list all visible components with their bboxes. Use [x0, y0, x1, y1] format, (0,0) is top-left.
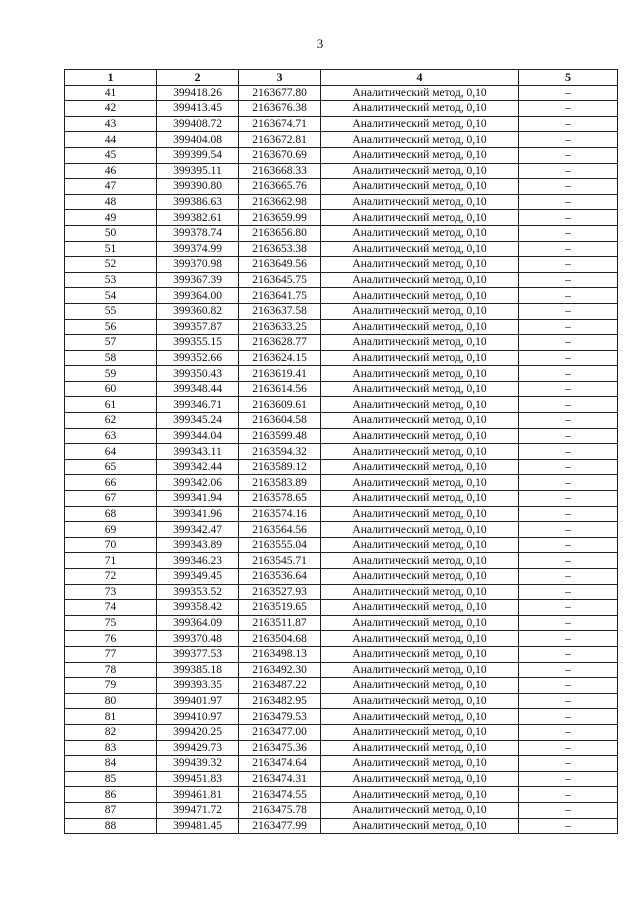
- y-coordinate-cell: 2163659.99: [239, 210, 321, 226]
- x-coordinate-cell: 399357.87: [157, 319, 239, 335]
- y-coordinate-cell: 2163609.61: [239, 397, 321, 413]
- y-coordinate-cell: 2163504.68: [239, 631, 321, 647]
- point-number-cell: 82: [65, 724, 157, 740]
- y-coordinate-cell: 2163628.77: [239, 335, 321, 351]
- point-number-cell: 77: [65, 646, 157, 662]
- method-cell: Аналитический метод, 0,10: [321, 194, 519, 210]
- y-coordinate-cell: 2163662.98: [239, 194, 321, 210]
- table-row: [65, 428, 618, 444]
- description-cell: –: [519, 288, 618, 304]
- y-coordinate-cell: 2163477.00: [239, 724, 321, 740]
- method-cell: Аналитический метод, 0,10: [321, 818, 519, 834]
- description-cell: –: [519, 319, 618, 335]
- description-cell: –: [519, 101, 618, 117]
- method-cell: Аналитический метод, 0,10: [321, 288, 519, 304]
- table-row: [65, 615, 618, 631]
- table-row: [65, 693, 618, 709]
- y-coordinate-cell: 2163614.56: [239, 381, 321, 397]
- y-coordinate-cell: 2163511.87: [239, 615, 321, 631]
- method-cell: Аналитический метод, 0,10: [321, 272, 519, 288]
- method-cell: Аналитический метод, 0,10: [321, 537, 519, 553]
- description-cell: –: [519, 381, 618, 397]
- point-number-cell: 52: [65, 257, 157, 273]
- description-cell: –: [519, 257, 618, 273]
- x-coordinate-cell: 399401.97: [157, 693, 239, 709]
- method-cell: Аналитический метод, 0,10: [321, 210, 519, 226]
- table-row: [65, 491, 618, 507]
- description-cell: –: [519, 600, 618, 616]
- method-cell: Аналитический метод, 0,10: [321, 522, 519, 538]
- description-cell: –: [519, 179, 618, 195]
- method-cell: Аналитический метод, 0,10: [321, 553, 519, 569]
- table-row: [65, 600, 618, 616]
- point-number-cell: 78: [65, 662, 157, 678]
- table-row: [65, 85, 618, 101]
- point-number-cell: 54: [65, 288, 157, 304]
- description-cell: –: [519, 506, 618, 522]
- method-cell: Аналитический метод, 0,10: [321, 397, 519, 413]
- table-body: [65, 85, 618, 834]
- x-coordinate-cell: 399355.15: [157, 335, 239, 351]
- y-coordinate-cell: 2163527.93: [239, 584, 321, 600]
- y-coordinate-cell: 2163604.58: [239, 413, 321, 429]
- y-coordinate-cell: 2163578.65: [239, 491, 321, 507]
- method-cell: Аналитический метод, 0,10: [321, 693, 519, 709]
- x-coordinate-cell: 399420.25: [157, 724, 239, 740]
- point-number-cell: 55: [65, 303, 157, 319]
- table-row: [65, 350, 618, 366]
- x-coordinate-cell: 399377.53: [157, 646, 239, 662]
- description-cell: –: [519, 397, 618, 413]
- method-cell: Аналитический метод, 0,10: [321, 506, 519, 522]
- table-row: [65, 475, 618, 491]
- description-cell: –: [519, 444, 618, 460]
- y-coordinate-cell: 2163474.55: [239, 787, 321, 803]
- x-coordinate-cell: 399451.83: [157, 771, 239, 787]
- method-cell: Аналитический метод, 0,10: [321, 740, 519, 756]
- method-cell: Аналитический метод, 0,10: [321, 116, 519, 132]
- table-row: [65, 444, 618, 460]
- x-coordinate-cell: 399461.81: [157, 787, 239, 803]
- method-cell: Аналитический метод, 0,10: [321, 225, 519, 241]
- point-number-cell: 64: [65, 444, 157, 460]
- y-coordinate-cell: 2163482.95: [239, 693, 321, 709]
- method-cell: Аналитический метод, 0,10: [321, 366, 519, 382]
- method-cell: Аналитический метод, 0,10: [321, 303, 519, 319]
- description-cell: –: [519, 631, 618, 647]
- y-coordinate-cell: 2163536.64: [239, 569, 321, 585]
- method-cell: Аналитический метод, 0,10: [321, 802, 519, 818]
- y-coordinate-cell: 2163633.25: [239, 319, 321, 335]
- point-number-cell: 51: [65, 241, 157, 257]
- table-row: [65, 756, 618, 772]
- y-coordinate-cell: 2163641.75: [239, 288, 321, 304]
- table-row: [65, 678, 618, 694]
- y-coordinate-cell: 2163475.36: [239, 740, 321, 756]
- y-coordinate-cell: 2163674.71: [239, 116, 321, 132]
- point-number-cell: 83: [65, 740, 157, 756]
- x-coordinate-cell: 399408.72: [157, 116, 239, 132]
- point-number-cell: 47: [65, 179, 157, 195]
- method-cell: Аналитический метод, 0,10: [321, 101, 519, 117]
- point-number-cell: 75: [65, 615, 157, 631]
- table-row: [65, 459, 618, 475]
- method-cell: Аналитический метод, 0,10: [321, 475, 519, 491]
- table-row: [65, 179, 618, 195]
- table-row: [65, 569, 618, 585]
- y-coordinate-cell: 2163665.76: [239, 179, 321, 195]
- point-number-cell: 60: [65, 381, 157, 397]
- y-coordinate-cell: 2163574.16: [239, 506, 321, 522]
- point-number-cell: 49: [65, 210, 157, 226]
- x-coordinate-cell: 399410.97: [157, 709, 239, 725]
- method-cell: Аналитический метод, 0,10: [321, 771, 519, 787]
- point-number-cell: 79: [65, 678, 157, 694]
- point-number-cell: 43: [65, 116, 157, 132]
- description-cell: –: [519, 491, 618, 507]
- description-cell: –: [519, 241, 618, 257]
- point-number-cell: 61: [65, 397, 157, 413]
- point-number-cell: 53: [65, 272, 157, 288]
- x-coordinate-cell: 399342.44: [157, 459, 239, 475]
- description-cell: –: [519, 475, 618, 491]
- x-coordinate-cell: 399393.35: [157, 678, 239, 694]
- x-coordinate-cell: 399344.04: [157, 428, 239, 444]
- table-row: [65, 802, 618, 818]
- description-cell: –: [519, 709, 618, 725]
- table-row: [65, 132, 618, 148]
- y-coordinate-cell: 2163474.31: [239, 771, 321, 787]
- x-coordinate-cell: 399350.43: [157, 366, 239, 382]
- y-coordinate-cell: 2163645.75: [239, 272, 321, 288]
- method-cell: Аналитический метод, 0,10: [321, 241, 519, 257]
- point-number-cell: 68: [65, 506, 157, 522]
- x-coordinate-cell: 399341.96: [157, 506, 239, 522]
- description-cell: –: [519, 787, 618, 803]
- x-coordinate-cell: 399370.48: [157, 631, 239, 647]
- table-row: [65, 662, 618, 678]
- x-coordinate-cell: 399481.45: [157, 818, 239, 834]
- point-number-cell: 88: [65, 818, 157, 834]
- x-coordinate-cell: 399429.73: [157, 740, 239, 756]
- y-coordinate-cell: 2163594.32: [239, 444, 321, 460]
- y-coordinate-cell: 2163599.48: [239, 428, 321, 444]
- table-row: [65, 646, 618, 662]
- method-cell: Аналитический метод, 0,10: [321, 413, 519, 429]
- table-row: [65, 553, 618, 569]
- point-number-cell: 80: [65, 693, 157, 709]
- method-cell: Аналитический метод, 0,10: [321, 584, 519, 600]
- method-cell: Аналитический метод, 0,10: [321, 444, 519, 460]
- y-coordinate-cell: 2163474.64: [239, 756, 321, 772]
- description-cell: –: [519, 116, 618, 132]
- x-coordinate-cell: 399471.72: [157, 802, 239, 818]
- description-cell: –: [519, 147, 618, 163]
- x-coordinate-cell: 399382.61: [157, 210, 239, 226]
- y-coordinate-cell: 2163619.41: [239, 366, 321, 382]
- x-coordinate-cell: 399345.24: [157, 413, 239, 429]
- description-cell: –: [519, 537, 618, 553]
- x-coordinate-cell: 399352.66: [157, 350, 239, 366]
- y-coordinate-cell: 2163624.15: [239, 350, 321, 366]
- description-cell: –: [519, 194, 618, 210]
- table-row: [65, 771, 618, 787]
- y-coordinate-cell: 2163677.80: [239, 85, 321, 101]
- point-number-cell: 42: [65, 101, 157, 117]
- point-number-cell: 57: [65, 335, 157, 351]
- point-number-cell: 71: [65, 553, 157, 569]
- description-cell: –: [519, 272, 618, 288]
- point-number-cell: 46: [65, 163, 157, 179]
- method-cell: Аналитический метод, 0,10: [321, 615, 519, 631]
- table-row: [65, 537, 618, 553]
- y-coordinate-cell: 2163670.69: [239, 147, 321, 163]
- method-cell: Аналитический метод, 0,10: [321, 179, 519, 195]
- y-coordinate-cell: 2163653.38: [239, 241, 321, 257]
- point-number-cell: 85: [65, 771, 157, 787]
- method-cell: Аналитический метод, 0,10: [321, 350, 519, 366]
- method-cell: Аналитический метод, 0,10: [321, 381, 519, 397]
- x-coordinate-cell: 399399.54: [157, 147, 239, 163]
- description-cell: –: [519, 724, 618, 740]
- x-coordinate-cell: 399364.00: [157, 288, 239, 304]
- method-cell: Аналитический метод, 0,10: [321, 257, 519, 273]
- method-cell: Аналитический метод, 0,10: [321, 335, 519, 351]
- description-cell: –: [519, 413, 618, 429]
- point-number-cell: 86: [65, 787, 157, 803]
- x-coordinate-cell: 399439.32: [157, 756, 239, 772]
- description-cell: –: [519, 818, 618, 834]
- column-header-point-number: 1: [65, 70, 157, 86]
- method-cell: Аналитический метод, 0,10: [321, 163, 519, 179]
- description-cell: –: [519, 802, 618, 818]
- point-number-cell: 84: [65, 756, 157, 772]
- description-cell: –: [519, 756, 618, 772]
- x-coordinate-cell: 399343.11: [157, 444, 239, 460]
- point-number-cell: 74: [65, 600, 157, 616]
- table-row: [65, 257, 618, 273]
- table-row: [65, 740, 618, 756]
- point-number-cell: 69: [65, 522, 157, 538]
- y-coordinate-cell: 2163479.53: [239, 709, 321, 725]
- method-cell: Аналитический метод, 0,10: [321, 132, 519, 148]
- x-coordinate-cell: 399342.06: [157, 475, 239, 491]
- method-cell: Аналитический метод, 0,10: [321, 491, 519, 507]
- x-coordinate-cell: 399341.94: [157, 491, 239, 507]
- x-coordinate-cell: 399346.71: [157, 397, 239, 413]
- x-coordinate-cell: 399348.44: [157, 381, 239, 397]
- method-cell: Аналитический метод, 0,10: [321, 678, 519, 694]
- description-cell: –: [519, 740, 618, 756]
- point-number-cell: 67: [65, 491, 157, 507]
- table-row: [65, 631, 618, 647]
- point-number-cell: 72: [65, 569, 157, 585]
- x-coordinate-cell: 399349.45: [157, 569, 239, 585]
- table-row: [65, 319, 618, 335]
- description-cell: –: [519, 584, 618, 600]
- table-row: [65, 381, 618, 397]
- y-coordinate-cell: 2163564.56: [239, 522, 321, 538]
- description-cell: –: [519, 646, 618, 662]
- method-cell: Аналитический метод, 0,10: [321, 459, 519, 475]
- coordinates-table: [64, 69, 618, 834]
- description-cell: –: [519, 615, 618, 631]
- x-coordinate-cell: 399346.23: [157, 553, 239, 569]
- column-header-y-coordinate: 3: [239, 70, 321, 86]
- description-cell: –: [519, 132, 618, 148]
- y-coordinate-cell: 2163656.80: [239, 225, 321, 241]
- point-number-cell: 81: [65, 709, 157, 725]
- method-cell: Аналитический метод, 0,10: [321, 319, 519, 335]
- description-cell: –: [519, 210, 618, 226]
- method-cell: Аналитический метод, 0,10: [321, 787, 519, 803]
- table-row: [65, 101, 618, 117]
- x-coordinate-cell: 399390.80: [157, 179, 239, 195]
- point-number-cell: 70: [65, 537, 157, 553]
- description-cell: –: [519, 335, 618, 351]
- x-coordinate-cell: 399370.98: [157, 257, 239, 273]
- method-cell: Аналитический метод, 0,10: [321, 662, 519, 678]
- table-row: [65, 272, 618, 288]
- description-cell: –: [519, 522, 618, 538]
- table-row: [65, 366, 618, 382]
- y-coordinate-cell: 2163519.65: [239, 600, 321, 616]
- x-coordinate-cell: 399342.47: [157, 522, 239, 538]
- y-coordinate-cell: 2163589.12: [239, 459, 321, 475]
- point-number-cell: 66: [65, 475, 157, 491]
- method-cell: Аналитический метод, 0,10: [321, 646, 519, 662]
- method-cell: Аналитический метод, 0,10: [321, 600, 519, 616]
- x-coordinate-cell: 399395.11: [157, 163, 239, 179]
- y-coordinate-cell: 2163672.81: [239, 132, 321, 148]
- table-row: [65, 787, 618, 803]
- description-cell: –: [519, 459, 618, 475]
- y-coordinate-cell: 2163637.58: [239, 303, 321, 319]
- column-header-method: 4: [321, 70, 519, 86]
- y-coordinate-cell: 2163649.56: [239, 257, 321, 273]
- y-coordinate-cell: 2163545.71: [239, 553, 321, 569]
- y-coordinate-cell: 2163676.38: [239, 101, 321, 117]
- y-coordinate-cell: 2163498.13: [239, 646, 321, 662]
- description-cell: –: [519, 678, 618, 694]
- point-number-cell: 73: [65, 584, 157, 600]
- description-cell: –: [519, 303, 618, 319]
- x-coordinate-cell: 399367.39: [157, 272, 239, 288]
- method-cell: Аналитический метод, 0,10: [321, 631, 519, 647]
- page-number: 3: [316, 36, 324, 51]
- point-number-cell: 45: [65, 147, 157, 163]
- y-coordinate-cell: 2163477.99: [239, 818, 321, 834]
- table-row: [65, 724, 618, 740]
- method-cell: Аналитический метод, 0,10: [321, 428, 519, 444]
- column-header-x-coordinate: 2: [157, 70, 239, 86]
- point-number-cell: 48: [65, 194, 157, 210]
- table-row: [65, 163, 618, 179]
- method-cell: Аналитический метод, 0,10: [321, 85, 519, 101]
- point-number-cell: 62: [65, 413, 157, 429]
- x-coordinate-cell: 399374.99: [157, 241, 239, 257]
- point-number-cell: 59: [65, 366, 157, 382]
- table-row: [65, 241, 618, 257]
- description-cell: –: [519, 569, 618, 585]
- x-coordinate-cell: 399358.42: [157, 600, 239, 616]
- point-number-cell: 76: [65, 631, 157, 647]
- method-cell: Аналитический метод, 0,10: [321, 709, 519, 725]
- y-coordinate-cell: 2163583.89: [239, 475, 321, 491]
- point-number-cell: 63: [65, 428, 157, 444]
- point-number-cell: 65: [65, 459, 157, 475]
- point-number-cell: 56: [65, 319, 157, 335]
- y-coordinate-cell: 2163475.78: [239, 802, 321, 818]
- table-row: [65, 147, 618, 163]
- method-cell: Аналитический метод, 0,10: [321, 756, 519, 772]
- description-cell: –: [519, 428, 618, 444]
- x-coordinate-cell: 399343.89: [157, 537, 239, 553]
- description-cell: –: [519, 163, 618, 179]
- description-cell: –: [519, 366, 618, 382]
- x-coordinate-cell: 399385.18: [157, 662, 239, 678]
- table-row: [65, 194, 618, 210]
- point-number-cell: 44: [65, 132, 157, 148]
- table-row: [65, 210, 618, 226]
- table-row: [65, 335, 618, 351]
- x-coordinate-cell: 399418.26: [157, 85, 239, 101]
- point-number-cell: 50: [65, 225, 157, 241]
- table-row: [65, 818, 618, 834]
- point-number-cell: 87: [65, 802, 157, 818]
- description-cell: –: [519, 662, 618, 678]
- y-coordinate-cell: 2163487.22: [239, 678, 321, 694]
- y-coordinate-cell: 2163668.33: [239, 163, 321, 179]
- table-row: [65, 397, 618, 413]
- table-row: [65, 709, 618, 725]
- description-cell: –: [519, 771, 618, 787]
- table-row: [65, 303, 618, 319]
- x-coordinate-cell: 399413.45: [157, 101, 239, 117]
- description-cell: –: [519, 225, 618, 241]
- method-cell: Аналитический метод, 0,10: [321, 724, 519, 740]
- method-cell: Аналитический метод, 0,10: [321, 569, 519, 585]
- description-cell: –: [519, 85, 618, 101]
- x-coordinate-cell: 399378.74: [157, 225, 239, 241]
- table-row: [65, 225, 618, 241]
- table-row: [65, 584, 618, 600]
- point-number-cell: 58: [65, 350, 157, 366]
- description-cell: –: [519, 693, 618, 709]
- x-coordinate-cell: 399386.63: [157, 194, 239, 210]
- x-coordinate-cell: 399353.52: [157, 584, 239, 600]
- y-coordinate-cell: 2163492.30: [239, 662, 321, 678]
- column-header-description: 5: [519, 70, 618, 86]
- x-coordinate-cell: 399364.09: [157, 615, 239, 631]
- description-cell: –: [519, 553, 618, 569]
- table-row: [65, 116, 618, 132]
- table-row: [65, 413, 618, 429]
- x-coordinate-cell: 399404.08: [157, 132, 239, 148]
- method-cell: Аналитический метод, 0,10: [321, 147, 519, 163]
- table-row: [65, 288, 618, 304]
- y-coordinate-cell: 2163555.04: [239, 537, 321, 553]
- table-row: [65, 506, 618, 522]
- table-header-row: [65, 70, 618, 86]
- description-cell: –: [519, 350, 618, 366]
- point-number-cell: 41: [65, 85, 157, 101]
- x-coordinate-cell: 399360.82: [157, 303, 239, 319]
- table-row: [65, 522, 618, 538]
